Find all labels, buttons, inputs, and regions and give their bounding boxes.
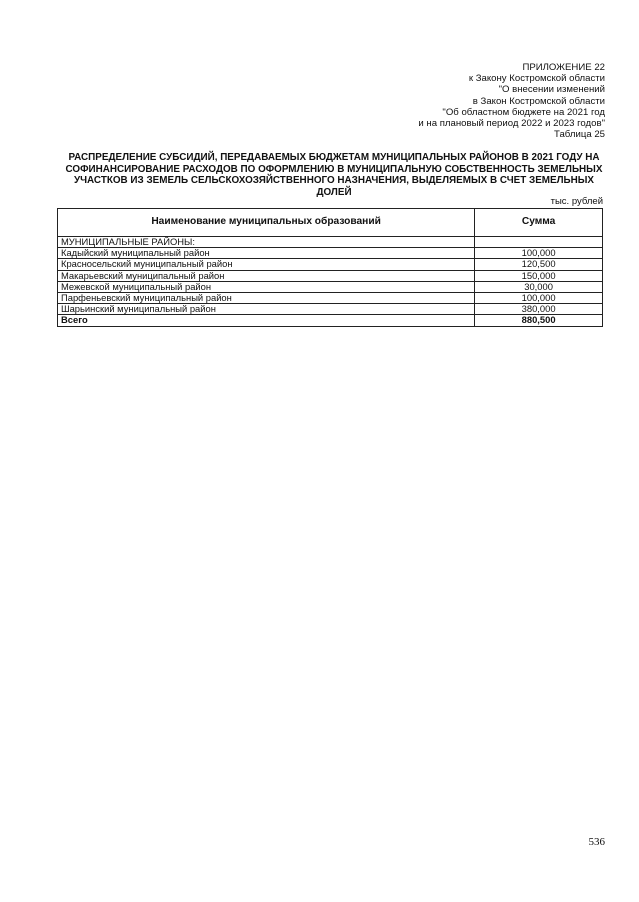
appendix-line: "О внесении изменений <box>498 84 605 96</box>
district-sum: 100,000 <box>475 248 603 259</box>
appendix-line: "Об областном бюджете на 2021 год <box>442 106 605 118</box>
table-row <box>58 270 603 281</box>
subsidy-table <box>57 208 603 327</box>
total-row <box>58 315 603 326</box>
column-header-sum: Сумма <box>475 209 603 237</box>
district-name: Макарьевский муниципальный район <box>58 270 475 281</box>
district-sum: 30,000 <box>475 281 603 292</box>
appendix-line: и на плановый период 2022 и 2023 годов" <box>418 118 605 130</box>
title-line: ДОЛЕЙ <box>316 187 352 199</box>
appendix-line: в Закон Костромской области <box>472 95 605 107</box>
district-name: Шарьинский муниципальный район <box>58 304 475 315</box>
appendix-header <box>418 62 605 140</box>
district-name: Красносельский муниципальный район <box>58 259 475 270</box>
title-line: УЧАСТКОВ ИЗ ЗЕМЕЛЬ СЕЛЬСКОХОЗЯЙСТВЕННОГО НАЗНАЧЕНИЯ, ВЫДЕЛЯЕМЫХ В СЧЕТ ЗЕМЕЛЬНЫХ <box>73 175 595 187</box>
table-row <box>58 259 603 270</box>
column-header-name: Наименование муниципальных образований <box>58 209 475 237</box>
title-line: СОФИНАНСИРОВАНИЕ РАСХОДОВ ПО ОФОРМЛЕНИЮ В МУНИЦИПАЛЬНУЮ СОБСТВЕННОСТЬ ЗЕМЕЛЬНЫХ <box>65 163 603 175</box>
table-header-row <box>58 209 603 237</box>
district-sum: 120,500 <box>475 259 603 270</box>
total-sum: 880,500 <box>475 315 603 326</box>
appendix-line: ПРИЛОЖЕНИЕ 22 <box>522 62 605 73</box>
document-title <box>58 152 610 199</box>
section-label: МУНИЦИПАЛЬНЫЕ РАЙОНЫ: <box>58 237 475 248</box>
district-sum: 100,000 <box>475 293 603 304</box>
appendix-line: к Закону Костромской области <box>468 73 605 85</box>
section-sum-empty <box>475 237 603 248</box>
table-row <box>58 281 603 292</box>
title-line: РАСПРЕДЕЛЕНИЕ СУБСИДИЙ, ПЕРЕДАВАЕМЫХ БЮДЖЕТАМ МУНИЦИПАЛЬНЫХ РАЙОНОВ В 2021 ГОДУ НА <box>68 152 600 163</box>
district-name: Межевской муниципальный район <box>58 281 475 292</box>
section-row <box>58 237 603 248</box>
table-row <box>58 304 603 315</box>
district-sum: 380,000 <box>475 304 603 315</box>
table-row <box>58 293 603 304</box>
total-label: Всего <box>58 315 475 326</box>
district-name: Парфеньевский муниципальный район <box>58 293 475 304</box>
table-number: Таблица 25 <box>554 129 605 141</box>
page-number: 536 <box>588 836 605 848</box>
units-label: тыс. рублей <box>550 196 603 207</box>
district-name: Кадыйский муниципальный район <box>58 248 475 259</box>
table-row <box>58 248 603 259</box>
district-sum: 150,000 <box>475 270 603 281</box>
